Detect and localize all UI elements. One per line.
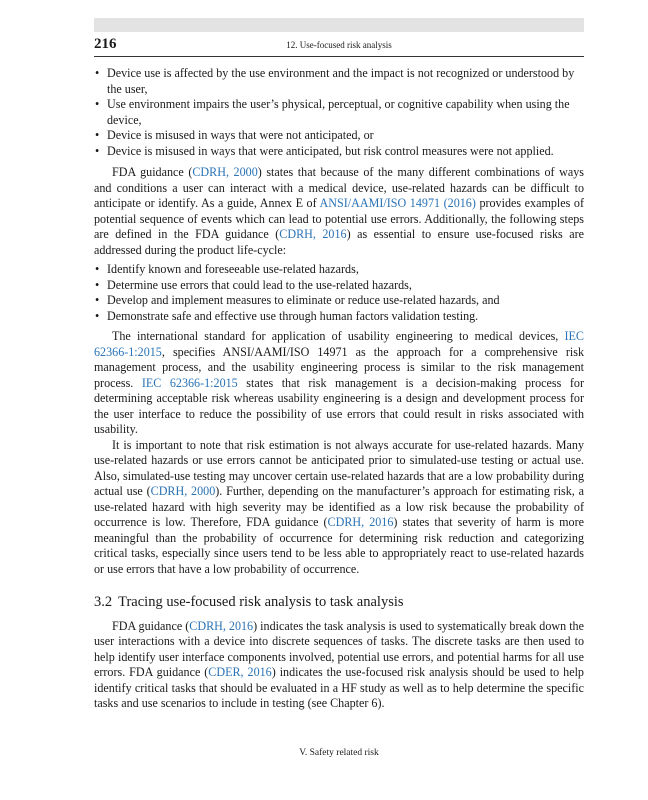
list-item: • Develop and implement measures to eliminate or reduce use-related hazards, and [94,293,584,309]
paragraph-task-analysis [94,619,584,712]
running-title: 12. Use-focused risk analysis [286,40,392,50]
list-item: • Determine use errors that could lead to the use-related hazards, [94,278,584,294]
list-item: • Device is misused in ways that were anticipated, but risk control measures were not applied. [94,144,584,160]
list-item: • Use environment impairs the user’s physical, perceptual, or cognitive capability when using the device, [94,97,584,128]
text-run: FDA guidance ( [112,165,193,179]
text-run: ) indicates the use-focused risk analysis should be used to help identify critical tasks that should be evaluated in a HF study as well as to help determine the specific tasks and use scenarios to include in testing (see Chapter 6). [94,665,584,710]
text-run: ) as essential to ensure use-focused risks are addressed during the product life-cycle: [94,227,584,257]
page-number: 216 [94,36,117,52]
list-item: • Demonstrate safe and effective use through human factors validation testing. [94,309,584,325]
top-bar [94,18,584,32]
list-item: • Identify known and foreseeable use-related hazards, [94,262,584,278]
citation-link[interactable]: CDRH, 2000 [192,165,258,179]
citation-link[interactable]: CDRH, 2000 [150,484,216,498]
page-body [94,66,584,712]
text-run: , specifies ANSI/AAMI/ISO 14971 as the approach for a comprehensive risk management process, and the usability engineering process is similar to the risk management process. [94,344,584,390]
text-run: FDA guidance ( [112,618,190,633]
section-title: Tracing use-focused risk analysis to task analysis [118,594,404,610]
page-footer: V. Safety related risk [299,748,379,758]
text-run: It is important to note that risk estimation is not always accurate for use-related hazards. Many use-related hazards or use errors cannot be anticipated prior to simulated-use testing or actual use. Also, simulated-use testing may uncover certain use-related hazards that are a low probability during actual use ( [94,437,584,498]
section-number: 3.2 [94,594,113,610]
text-run: provides examples of potential sequence of events which can lead to potential use errors. Additionally, the following steps are defined in the FDA guidance ( [94,196,584,241]
paragraph-risk-estimation [94,438,584,578]
citation-link[interactable]: IEC 62366-1:2015 [94,329,584,359]
section-heading [94,595,584,611]
citation-link[interactable]: CDRH, 2016 [279,227,347,241]
bullet-list-top [94,66,584,159]
paragraph-iec-standard [94,329,584,438]
paragraph-fda-guidance [94,165,584,258]
text-run: states that risk management is a decision-making process for determining acceptable risk whereas usability engineering is a design and development process for the user interface to reduce the possibility of use errors that could result in risks associated with usability. [94,375,584,436]
text-run: ) states that severity of harm is more meaningful than the probability of occurrence for determining risk reduction and categorizing critical tasks, especially since users tend to be less able to appropriately react to use-related hazards or use errors that have a low probability of occurrence. [94,515,584,576]
text-run: ) indicates the task analysis is used to systematically break down the user interactions with a device into discrete sequences of tasks. The discrete tasks are then used to help identify user interface components involved, potential use errors, and potential harms for all use errors. FDA guidance ( [94,618,584,679]
citation-link[interactable]: IEC 62366-1:2015 [141,375,238,390]
list-item: • Device is misused in ways that were not anticipated, or [94,128,584,144]
list-item: • Device use is affected by the use environment and the impact is not recognized or understood by the user, [94,66,584,97]
text-run: The international standard for application of usability engineering to medical devices, [112,329,565,343]
text-run: ) states that because of the many different combinations of ways and conditions a user can interact with a medical device, use-related hazards can be difficult to anticipate or identify. As a guide, Annex E of [94,165,584,210]
citation-link[interactable]: ANSI/AAMI/ISO 14971 (2016) [319,196,476,210]
bullet-list-steps [94,262,584,324]
citation-link[interactable]: CDRH, 2016 [189,618,254,633]
citation-link[interactable]: CDRH, 2016 [327,515,394,529]
citation-link[interactable]: CDER, 2016 [208,665,272,679]
text-run: ). Further, depending on the manufacturer’s approach for estimating risk, a use-related hazard with high severity may be identified as a low risk because the probability of occurrence is low. Therefore, FDA guidance ( [94,484,584,529]
page-header [94,36,584,57]
